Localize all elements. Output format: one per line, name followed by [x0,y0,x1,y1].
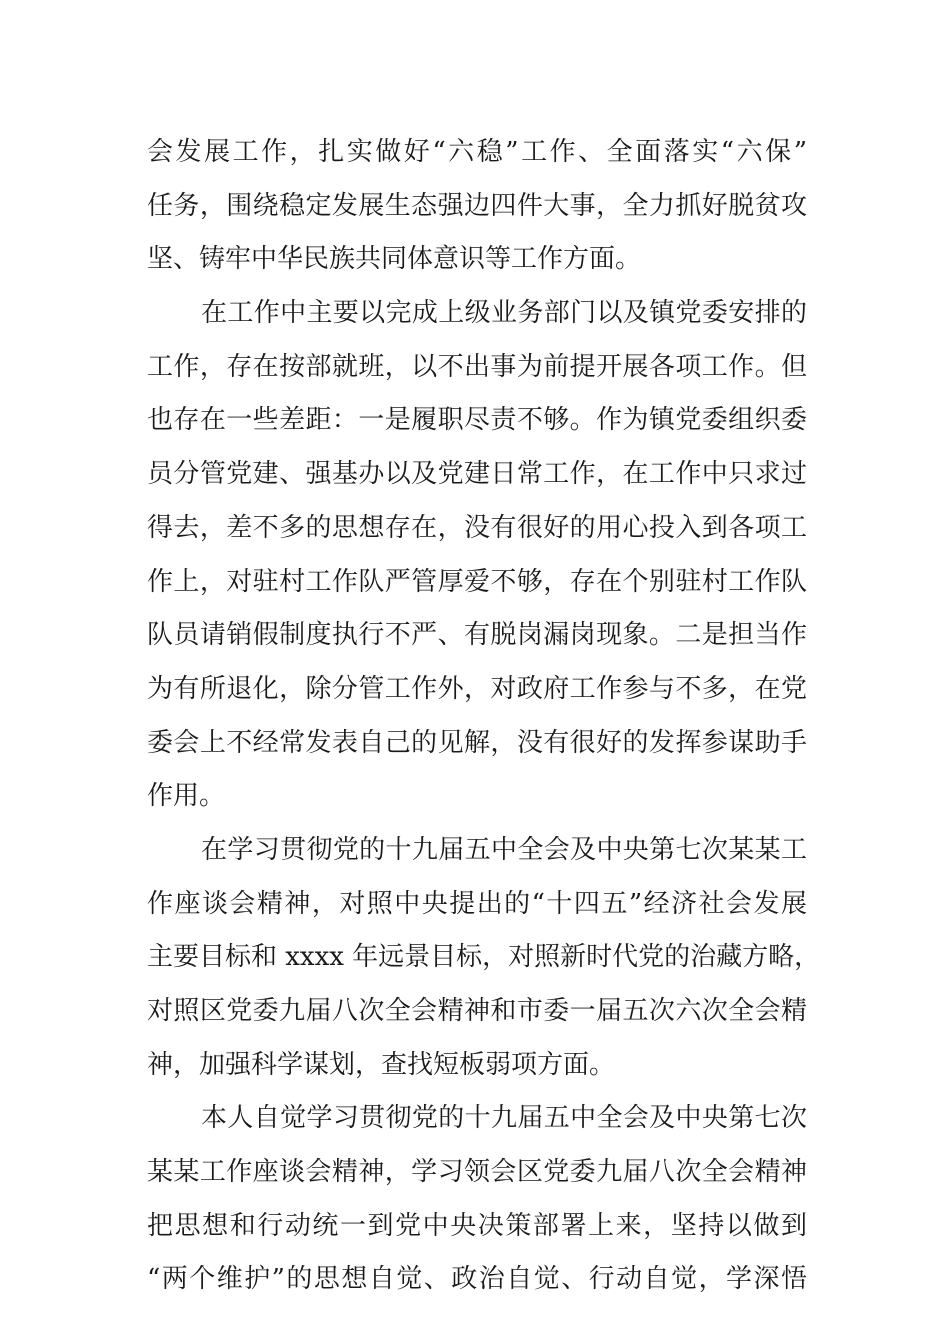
text-line: 作用。 [147,781,226,812]
text-line: 把思想和行动统一到党中央决策部署上来，坚持以做到 [147,1210,807,1241]
text-line: 神，加强科学谋划，查找短板弱项方面。 [147,1049,616,1080]
text-line: 委会上不经常发表自己的见解，没有很好的发挥参谋助手 [147,727,807,758]
text-line: 得去，差不多的思想存在，没有很好的用心投入到各项工 [147,512,807,543]
document-body [147,126,821,1307]
text-line: 坚、铸牢中华民族共同体意识等工作方面。 [147,244,642,275]
text-line: 员分管党建、强基办以及党建日常工作，在工作中只求过 [147,459,807,490]
text-line: 在工作中主要以完成上级业务部门以及镇党委安排的 [201,298,807,329]
text-line: 队员请销假制度执行不严、有脱岗漏岗现象。二是担当作 [147,620,807,651]
text-line: “两个维护”的思想自觉、政治自觉、行动自觉，学深悟 [147,1264,807,1295]
text-line: 主要目标和 xxxx 年远景目标，对照新时代党的治藏方略， [147,942,821,973]
paragraph-1 [147,126,807,287]
text-line: 为有所退化，除分管工作外，对政府工作参与不多，在党 [147,673,807,704]
paragraph-2 [147,287,807,824]
text-line: 也存在一些差距：一是履职尽责不够。作为镇党委组织委 [147,405,807,436]
text-line: 工作，存在按部就班，以不出事为前提开展各项工作。但 [147,351,807,382]
paragraph-3 [147,824,821,1092]
text-line: 会发展工作，扎实做好“六稳”工作、全面落实“六保” [147,137,807,167]
text-line: 对照区党委九届八次全会精神和市委一届五次六次全会精 [147,996,807,1026]
text-line: 作座谈会精神，对照中央提出的“十四五”经济社会发展 [147,888,807,919]
text-line: 本人自觉学习贯彻党的十九届五中全会及中央第七次 [201,1103,807,1134]
text-line: 任务，围绕稳定发展生态强边四件大事，全力抓好脱贫攻 [147,190,807,221]
text-line: 在学习贯彻党的十九届五中全会及中央第七次某某工 [201,834,807,865]
paragraph-4 [147,1092,807,1307]
text-line: 某某工作座谈会精神，学习领会区党委九届八次全会精神 [147,1157,807,1188]
text-line: 作上，对驻村工作队严管厚爱不够，存在个别驻村工作队 [147,566,807,597]
